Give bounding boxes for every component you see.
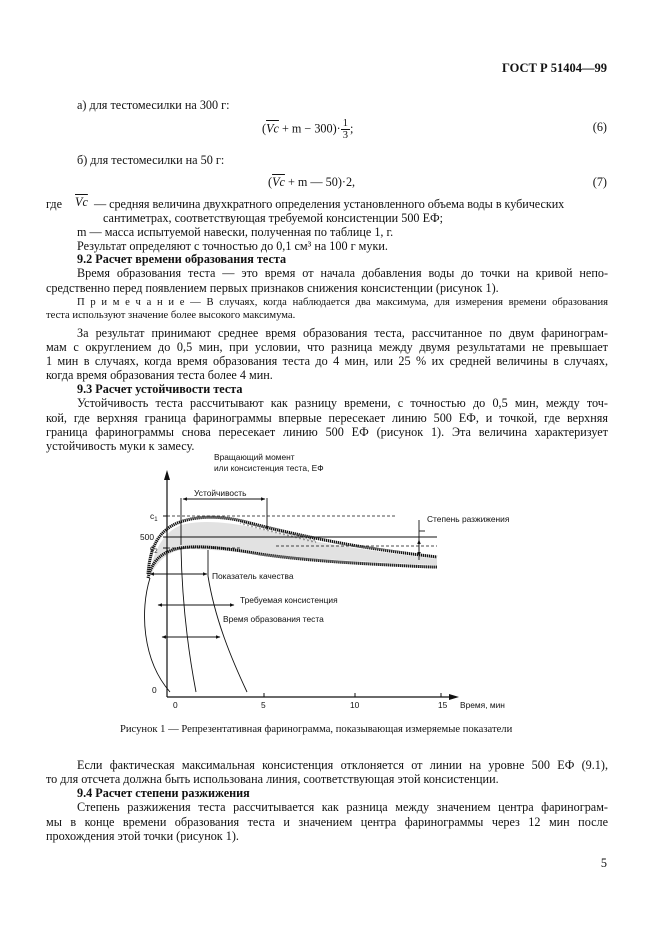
where-m-desc: m — масса испытуемой навески, полученная по таблице 1, г. — [77, 225, 394, 239]
s94-line3: прохождения этой точки (рисунок 1). — [46, 829, 239, 843]
fraction: $\frac{1}{3}$ — [342, 118, 348, 141]
where-vc-desc-1: — средняя величина двухкратного определения установленного объема воды в кубических — [94, 197, 565, 211]
s92-p1-line1: Время образования теста — это время от начала добавления воды до точки на кривой непо- — [77, 266, 608, 280]
where-vc-desc-2: сантиметрах, соответствующая требуемой консистенции 500 ЕФ; — [103, 211, 444, 225]
figure-caption: Рисунок 1 — Репрезентативная фаринограмма, показывающая измеряемые показатели — [120, 724, 513, 735]
x-tick-label-15: 15 — [438, 700, 448, 710]
standard-number: ГОСТ Р 51404—99 — [501, 61, 607, 75]
s93-line4: устойчивость муки к замесу. — [46, 439, 195, 453]
label-stability: Устойчивость — [194, 488, 247, 498]
label-quality: Показатель качества — [212, 571, 294, 581]
formula-6-number: (6) — [592, 120, 607, 134]
section-9-4-title: 9.4 Расчет степени разжижения — [77, 786, 250, 800]
where-result: Результат определяют с точностью до 0,1 см³ на 100 г муки. — [77, 239, 388, 253]
vc-symbol: $\overline{Vc}$ — [266, 121, 279, 136]
y-tick-label-c1: $c_1$ — [150, 511, 158, 523]
formula-7: ($\overline{Vc} + m$ — 50)·2, — [268, 175, 356, 189]
item-b: б) для тестомесилки на 50 г: — [77, 153, 225, 167]
y-tick-label-500: 500 — [140, 532, 154, 542]
vc-symbol: $\overline{Vc}$ — [272, 175, 285, 189]
s92-note-line1: П р и м е ч а н и е — В случаях, когда наблюдается два максимума, для измерения времени образования — [77, 297, 608, 308]
s94-line2: мы в конце времени образования теста и значением центра фаринограммы через 12 мин после — [46, 815, 608, 829]
formula-7-number: (7) — [592, 175, 607, 189]
formula-6-body: + m − 300)· — [278, 121, 341, 136]
s94-line1: Степень разжижения теста рассчитывается как разница между значением центра фаринограм- — [77, 800, 608, 814]
farinogram-band — [150, 522, 437, 576]
section-9-2-title: 9.2 Расчет времени образования теста — [77, 252, 287, 266]
x-tick-label-10: 10 — [350, 700, 360, 710]
projection-curve-1 — [145, 578, 170, 692]
s92-p2-line1: За результат принимают среднее время образования теста, рассчитанное по двум фаринограм- — [77, 326, 608, 340]
x-axis-label: Время, мин — [460, 700, 505, 710]
label-required: Требуемая консистенция — [240, 595, 338, 605]
y-axis-label-2: или консистенция теста, ЕФ — [214, 463, 324, 473]
s92-note-line2: теста используют значение более высокого максимума. — [46, 310, 296, 321]
x-tick-label-0: 0 — [173, 700, 178, 710]
item-a: а) для тестомесилки на 300 г: — [77, 98, 230, 112]
y-axis-label-1: Вращающий момент — [214, 452, 295, 462]
formula-7-body: + m — 50)·2, — [284, 175, 356, 189]
s92-p2-line3: 1 мин в случаях, когда время образования теста до 4 мин, или 25 % их средней величины в случаях, — [46, 354, 608, 368]
label-softening: Степень разжижения — [427, 514, 510, 524]
formula-6-tail: ; — [349, 121, 354, 136]
s93-line1: Устойчивость теста рассчитывают как разницу времени, с точностью до 0,5 мин, между точ- — [77, 396, 608, 410]
s92-p2-line2: мам с округлением до 0,5 мин, при условии, что разница между двумя результатами не превышает — [46, 340, 608, 354]
x-axis-arrow — [449, 694, 459, 700]
label-dev-time: Время образования теста — [223, 614, 324, 624]
page-number: 5 — [600, 856, 607, 870]
section-9-3-title: 9.3 Расчет устойчивости теста — [77, 382, 243, 396]
s92-p2-line4: когда время образования теста более 4 мин. — [46, 368, 273, 382]
y-tick-label-c2: $c_2$ — [150, 543, 158, 555]
after-fig-line2: то для отсчета должна быть использована линия, соответствующая этой консистенции. — [46, 772, 499, 786]
projection-curve-2 — [181, 548, 196, 692]
y-tick-label-zero: 0 — [152, 685, 157, 695]
s92-p1-line2: средственно перед появлением первых признаков снижения консистенции (рисунок 1). — [46, 281, 499, 295]
formula-6: $(\overline{Vc} + m - 300)\cdot$ $\frac{1}{3}$ ; — [262, 118, 354, 141]
s93-line2: кой, где верхняя граница фаринограммы впервые пересекает линию 500 ЕФ, и точкой, где верхняя — [46, 411, 608, 425]
s93-line3: граница фаринограммы снова пересекает линию 500 ЕФ (рисунок 1). Эта величина характеризует — [46, 425, 608, 439]
y-axis-arrow — [164, 470, 170, 480]
x-tick-label-5: 5 — [261, 700, 266, 710]
where-prefix: где — [46, 197, 63, 211]
after-fig-line1: Если фактическая максимальная консистенция отклоняется от линии на уровне 500 ЕФ (9.1), — [77, 758, 608, 772]
where-vc: $\overline{Vc}$ — [75, 195, 88, 209]
projection-curve-3 — [208, 576, 247, 692]
